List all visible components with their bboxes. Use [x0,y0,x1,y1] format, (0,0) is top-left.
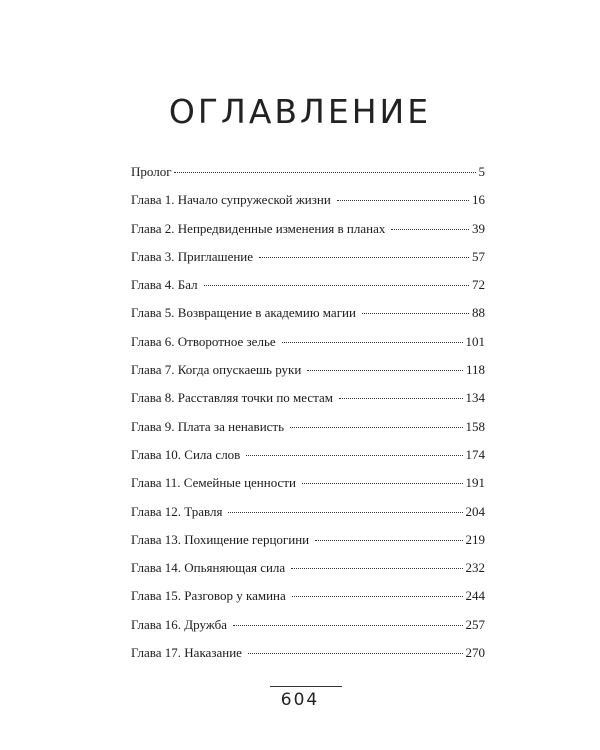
dot-leader [204,285,469,286]
toc-entry-page: 232 [465,560,485,576]
toc-entry [131,639,485,667]
dot-leader [307,370,463,371]
toc-entry-page: 257 [465,616,485,632]
toc-entry-page: 191 [465,475,485,491]
toc-entry-page: 101 [465,333,485,349]
toc-entry-label: Глава 16. Дружба [131,616,228,632]
toc-entry-page: 118 [465,362,485,378]
toc-entry-label: Глава 11. Семейные ценности [131,475,296,491]
dot-leader [174,172,476,173]
toc-entry-page: 72 [472,277,485,293]
toc-entry-page: 174 [465,446,485,462]
toc-entry-label: Пролог [131,164,172,179]
toc-entry-page: 57 [472,248,485,264]
toc-entry-label: Глава 13. Похищение герцогини [131,531,310,547]
toc-entry-page: 5 [478,164,485,179]
toc-entry-label: Глава 6. Отворотное зелье [131,333,276,349]
toc-entry-page: 204 [465,503,485,519]
toc-entry [131,356,485,384]
toc-entry [131,469,485,497]
toc-entry [131,582,485,610]
toc-entry [131,611,485,639]
toc-entry-page: 134 [465,390,485,406]
toc-entry-label: Глава 7. Когда опускаешь руки [131,362,302,378]
toc-entry-label: Глава 2. Непредвиденные изменения в планах [131,220,386,236]
toc-entry [131,384,485,412]
toc-entry-page: 88 [472,305,485,321]
dot-leader [233,625,462,626]
toc-entry-page: 158 [465,418,485,434]
toc-entry-label: Глава 1. Начало супружеской жизни [131,192,331,208]
dot-leader [339,398,463,399]
toc-entry [131,526,485,554]
toc-entry-label: Глава 9. Плата за ненависть [131,418,285,434]
dot-leader [259,257,469,258]
page-title: ОГЛАВЛЕНИЕ [168,92,432,131]
dot-leader [292,596,463,597]
toc-entry-label: Глава 17. Наказание [131,645,242,661]
toc-entry-page: 270 [465,645,485,661]
toc-entry [131,271,485,299]
toc-entry-page: 39 [472,220,485,236]
toc-entry-label: Глава 15. Разговор у камина [131,588,286,604]
dot-leader [302,483,463,484]
toc-entry [131,413,485,441]
toc-entry [131,158,485,186]
dot-leader [248,653,463,654]
toc-entry-label: Глава 3. Приглашение [131,248,254,264]
toc-entry-label: Глава 5. Возвращение в академию магии [131,305,356,321]
dot-leader [315,540,462,541]
toc-entry-label: Глава 8. Расставляя точки по местам [131,390,333,406]
toc-entry-page: 244 [465,588,485,604]
toc-entry [131,554,485,582]
toc-entry [131,498,485,526]
toc-entry-label: Глава 10. Сила слов [131,446,241,462]
toc-entry [131,186,485,214]
dot-leader [246,455,462,456]
dot-leader [362,313,469,314]
toc-entry [131,328,485,356]
toc-entry [131,243,485,271]
dot-leader [290,427,462,428]
toc-entry-label: Глава 12. Травля [131,503,223,519]
table-of-contents [131,158,485,667]
footer-divider [270,686,342,687]
dot-leader [337,200,469,201]
page-number: 604 [280,690,320,710]
toc-entry [131,441,485,469]
toc-entry [131,215,485,243]
toc-entry-label: Глава 4. Бал [131,277,198,293]
toc-entry-page: 16 [472,192,485,208]
toc-entry [131,299,485,327]
toc-entry-label: Глава 14. Опьяняющая сила [131,560,286,576]
dot-leader [391,229,469,230]
dot-leader [228,512,462,513]
dot-leader [291,568,462,569]
dot-leader [282,342,463,343]
toc-entry-page: 219 [465,531,485,547]
